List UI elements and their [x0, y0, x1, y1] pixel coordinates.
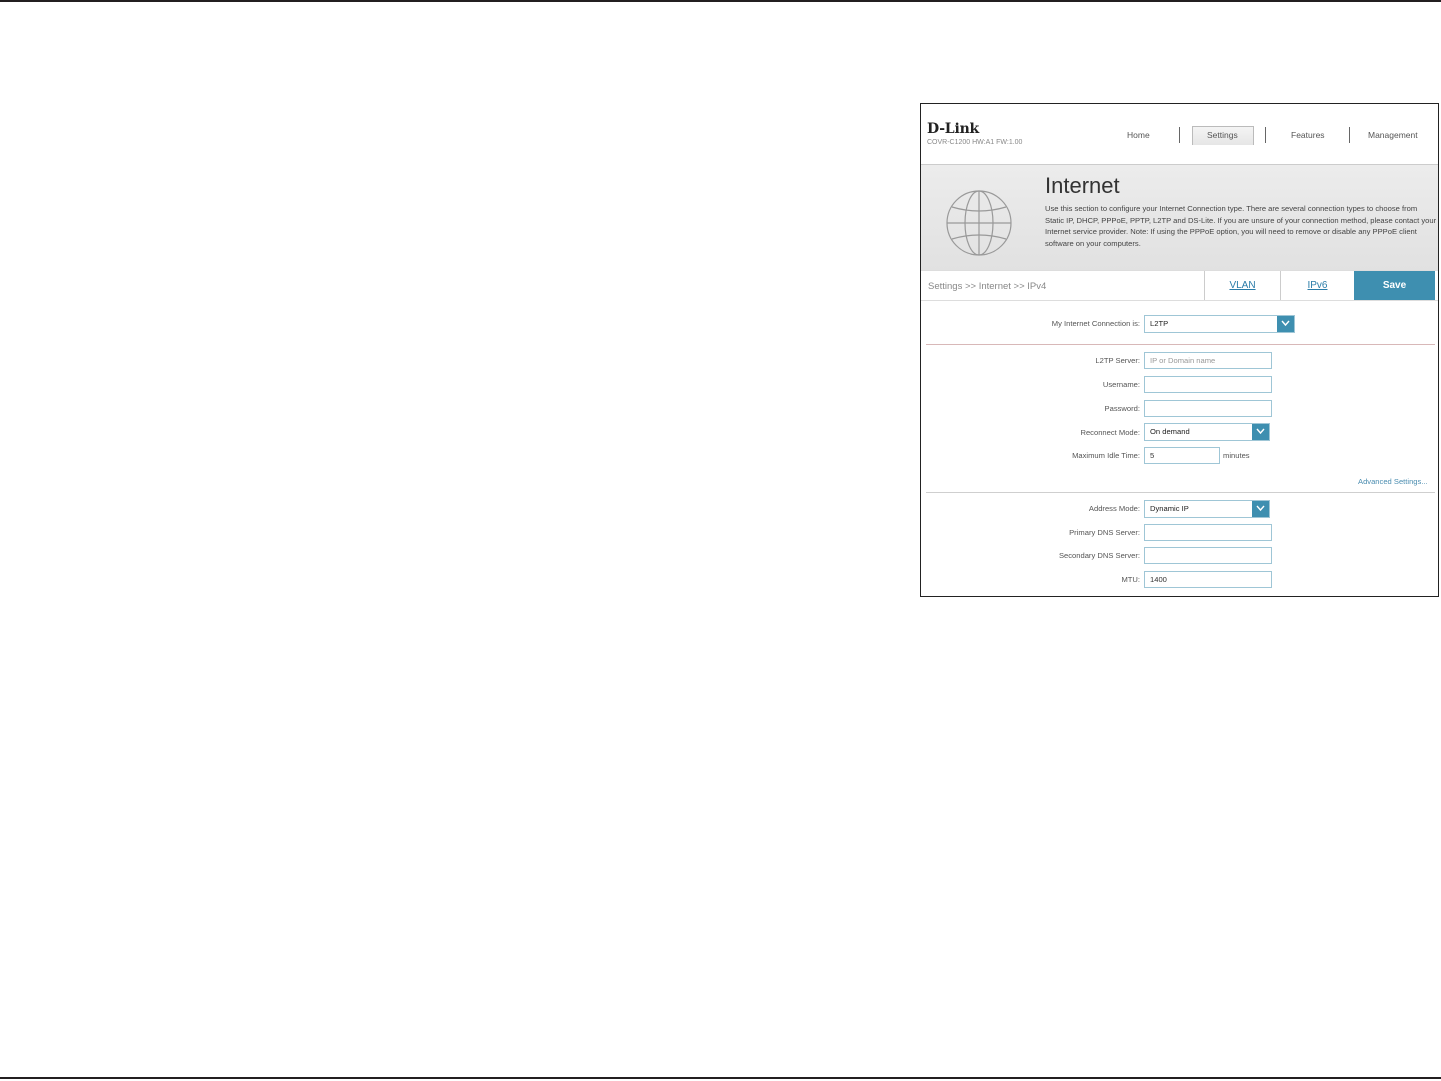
address-mode-value: Dynamic IP — [1150, 504, 1189, 513]
chevron-down-icon — [1252, 501, 1269, 517]
reconnect-mode-select[interactable] — [1144, 423, 1270, 441]
breadcrumb-bar — [921, 270, 1438, 301]
nav-home[interactable]: Home — [1127, 130, 1150, 140]
address-mode-select[interactable] — [1144, 500, 1270, 518]
globe-icon — [945, 189, 1013, 257]
max-idle-time-input[interactable]: 5 — [1144, 447, 1220, 464]
dlink-logo: D-Link — [927, 121, 980, 137]
connection-type-select[interactable] — [1144, 315, 1295, 333]
connection-type-value: L2TP — [1150, 319, 1169, 328]
page-top-rule — [0, 0, 1441, 2]
secondary-dns-input[interactable] — [1144, 547, 1272, 564]
nav-separator — [1349, 127, 1350, 143]
nav-settings[interactable]: Settings — [1207, 130, 1238, 140]
nav-features[interactable]: Features — [1291, 130, 1325, 140]
idle-time-unit: minutes — [1223, 451, 1250, 460]
router-settings-screenshot — [920, 103, 1439, 597]
secondary-dns-label: Secondary DNS Server: — [1058, 551, 1140, 560]
reconnect-mode-label: Reconnect Mode: — [1080, 428, 1140, 437]
l2tp-server-label: L2TP Server: — [1095, 356, 1140, 365]
model-firmware-text: COVR-C1200 HW:A1 FW:1.00 — [927, 139, 1023, 146]
page-title: Internet — [1045, 173, 1120, 198]
password-label: Password: — [1104, 404, 1140, 413]
nav-separator — [1265, 127, 1266, 143]
mtu-input[interactable]: 1400 — [1144, 571, 1272, 588]
l2tp-server-input[interactable]: IP or Domain name — [1144, 352, 1272, 369]
top-navigation-bar — [921, 104, 1438, 164]
advanced-settings-link[interactable]: Advanced Settings... — [1358, 477, 1428, 486]
section-banner — [921, 164, 1438, 271]
primary-dns-input[interactable] — [1144, 524, 1272, 541]
save-button[interactable]: Save — [1354, 271, 1435, 300]
reconnect-mode-value: On demand — [1150, 427, 1190, 436]
chevron-down-icon — [1277, 316, 1294, 332]
address-mode-label: Address Mode: — [1088, 504, 1140, 513]
connection-type-label: My Internet Connection is: — [1051, 319, 1140, 328]
nav-management[interactable]: Management — [1368, 130, 1418, 140]
mtu-label: MTU: — [1121, 575, 1140, 584]
primary-dns-label: Primary DNS Server: — [1069, 528, 1140, 537]
section-divider — [926, 492, 1435, 493]
username-input[interactable] — [1144, 376, 1272, 393]
password-input[interactable] — [1144, 400, 1272, 417]
page-description: Use this section to configure your Internet Connection type. There are several connection types to choose from Static IP, DHCP, PPPoE, PPTP, L2TP and DS-Lite. If you are unsure of your connection method, please contact your Internet service provider. Note: If using the PPPoE option, you will need to remove or disable any PPPoE client software on your computers. — [1045, 204, 1437, 248]
tab-ipv6[interactable]: IPv6 — [1280, 271, 1354, 300]
section-divider — [926, 344, 1435, 345]
page-bottom-rule — [0, 1077, 1441, 1079]
tab-vlan[interactable]: VLAN — [1204, 271, 1280, 300]
breadcrumb: Settings >> Internet >> IPv4 — [928, 281, 1047, 292]
nav-separator — [1179, 127, 1180, 143]
username-label: Username: — [1102, 380, 1140, 389]
chevron-down-icon — [1252, 424, 1269, 440]
max-idle-time-label: Maximum Idle Time: — [1072, 451, 1140, 460]
